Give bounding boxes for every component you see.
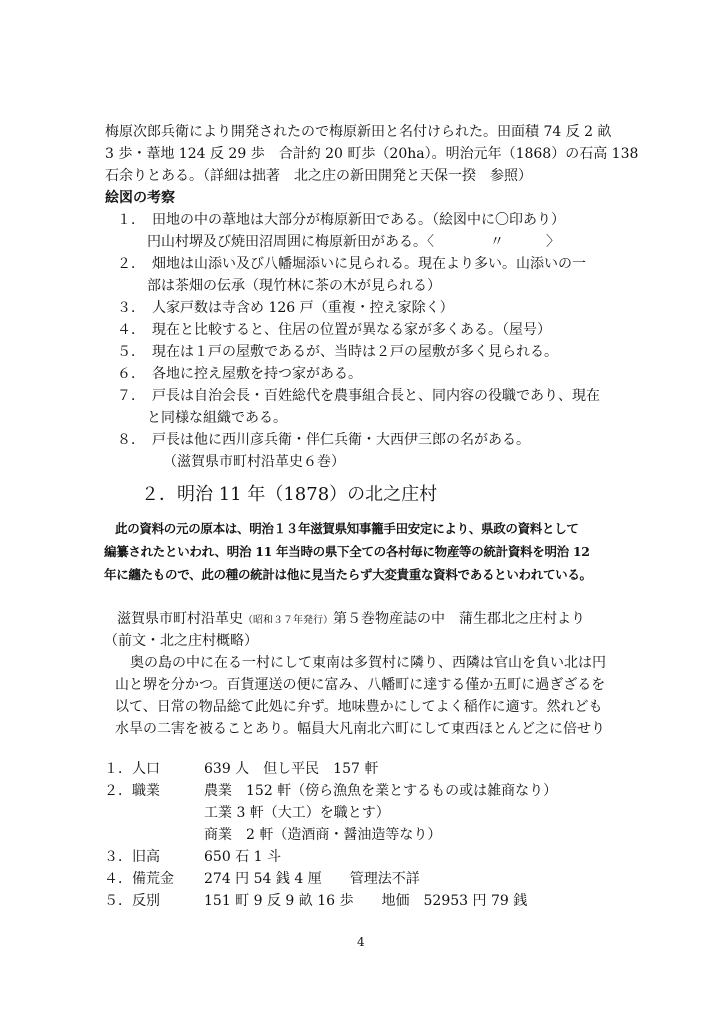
point-line: 円山村堺及び焼田沼周囲に梅原新田がある。〈 〃 〉 — [147, 234, 560, 250]
intro-line: 石余りとある。（詳細は拙著 北之庄の新田開発と天保一揆 参照） — [105, 168, 532, 184]
body-line: 以て、日常の物品総て此処に弁ず。地味豊かにしてよく稲作に適す。然れども — [115, 699, 603, 715]
preface: （前文・北之庄村概略） — [104, 633, 258, 649]
source-title: 滋賀県市町村沿革史 — [117, 611, 243, 627]
point-line: ７． 戸長は自治会長・百姓総代を農事組合長と、同内容の役職であり、現在 — [117, 388, 600, 404]
intro-line: 3 歩・葦地 124 反 29 歩 合計約 20 町歩（20ha）。明治元年（1868）の石高 138 — [105, 146, 639, 162]
stat-value: 650 石 1 斗 — [204, 849, 281, 865]
stat-row — [104, 826, 441, 844]
section-heading: ２．明治 11 年（1878）の北之庄村 — [141, 484, 438, 505]
citation: （滋賀県市町村沿革史６巻） — [163, 454, 345, 470]
point-line: と同様な組織である。 — [147, 410, 287, 426]
point-line: ２． 畑地は山添い及び八幡堀添いに見られる。現在より多い。山添いの一 — [117, 256, 586, 272]
body-line: 水旱の二害を被ることあり。幅員大凡南北六町にして東西ほとんど之に倍せり — [115, 721, 605, 737]
point-line: １． 田地の中の葦地は大部分が梅原新田である。（絵図中に〇印あり） — [117, 212, 565, 228]
stat-row — [104, 804, 390, 822]
stat-value: 151 町 9 反 9 畝 16 歩 地価 52953 円 79 銭 — [204, 893, 528, 909]
stat-row — [104, 760, 378, 778]
point-line: ３． 人家戸数は寺含め 126 戸（重複・控え家除く） — [117, 300, 454, 316]
stat-value: 工業 3 軒（大工）を職とす） — [204, 805, 390, 821]
point-line: ８． 戸長は他に西川彦兵衛・伴仁兵衛・大西伊三郎の名がある。 — [117, 432, 530, 448]
stat-label: ２．職業 — [104, 783, 160, 799]
source-detail: 第５巻物産誌の中 蒲生郡北之庄村より — [333, 611, 585, 627]
point-line: ６． 各地に控え屋敷を持つ家がある。 — [117, 366, 362, 382]
point-line: ４． 現在と比較すると、住居の位置が異なる家が多くある。（屋号） — [117, 322, 551, 338]
source-date: （昭和３７年発行） — [243, 615, 333, 626]
page-number: 4 — [357, 935, 365, 949]
stat-row — [104, 848, 281, 866]
stat-row — [104, 870, 420, 888]
stat-label: ５．反別 — [104, 893, 160, 909]
stat-row — [104, 782, 557, 800]
bold-paragraph-line: 此の資料の元の原本は、明治１３年滋賀県知事籠手田安定により、県政の資料として — [115, 521, 579, 536]
point-line: ５． 現在は１戸の屋敷であるが、当時は２戸の屋敷が多く見られる。 — [117, 344, 558, 360]
stat-value: 639 人 但し平民 157 軒 — [204, 761, 379, 777]
stat-row — [104, 892, 527, 910]
stat-value: 274 円 54 銭 4 厘 管理法不詳 — [204, 871, 420, 887]
section-heading: 絵図の考察 — [105, 190, 175, 206]
point-line: 部は茶畑の伝承（現竹林に茶の木が見られる） — [147, 278, 441, 294]
stat-value: 商業 2 軒（造酒商・醤油造等なり） — [204, 827, 442, 843]
bold-paragraph-line: 編纂されたといわれ、明治 11 年当時の県下全ての各村毎に物産等の統計資料を明治 12 — [104, 544, 590, 559]
stat-value: 農業 152 軒（傍ら漁魚を業とするもの或は雑商なり） — [204, 783, 558, 799]
body-line: 奥の島の中に在る一村にして東南は多賀村に隣り、西隣は官山を負い北は円 — [130, 655, 606, 671]
bold-paragraph-line: 年に纏たもので、此の種の統計は他に見当たらず大変貴重な資料であるといわれている。 — [104, 567, 592, 582]
stat-label: ４．備荒金 — [104, 871, 174, 887]
body-line: 山と堺を分かつ。百貨運送の便に富み、八幡町に達する僅か五町に過ぎざるを — [115, 677, 606, 693]
source-line — [117, 610, 585, 630]
intro-line: 梅原次郎兵衛により開発されたので梅原新田と名付けられた。田面積 74 反 2 畝 — [105, 124, 612, 140]
stat-label: １．人口 — [104, 761, 160, 777]
stat-label: ３．旧高 — [104, 849, 160, 865]
